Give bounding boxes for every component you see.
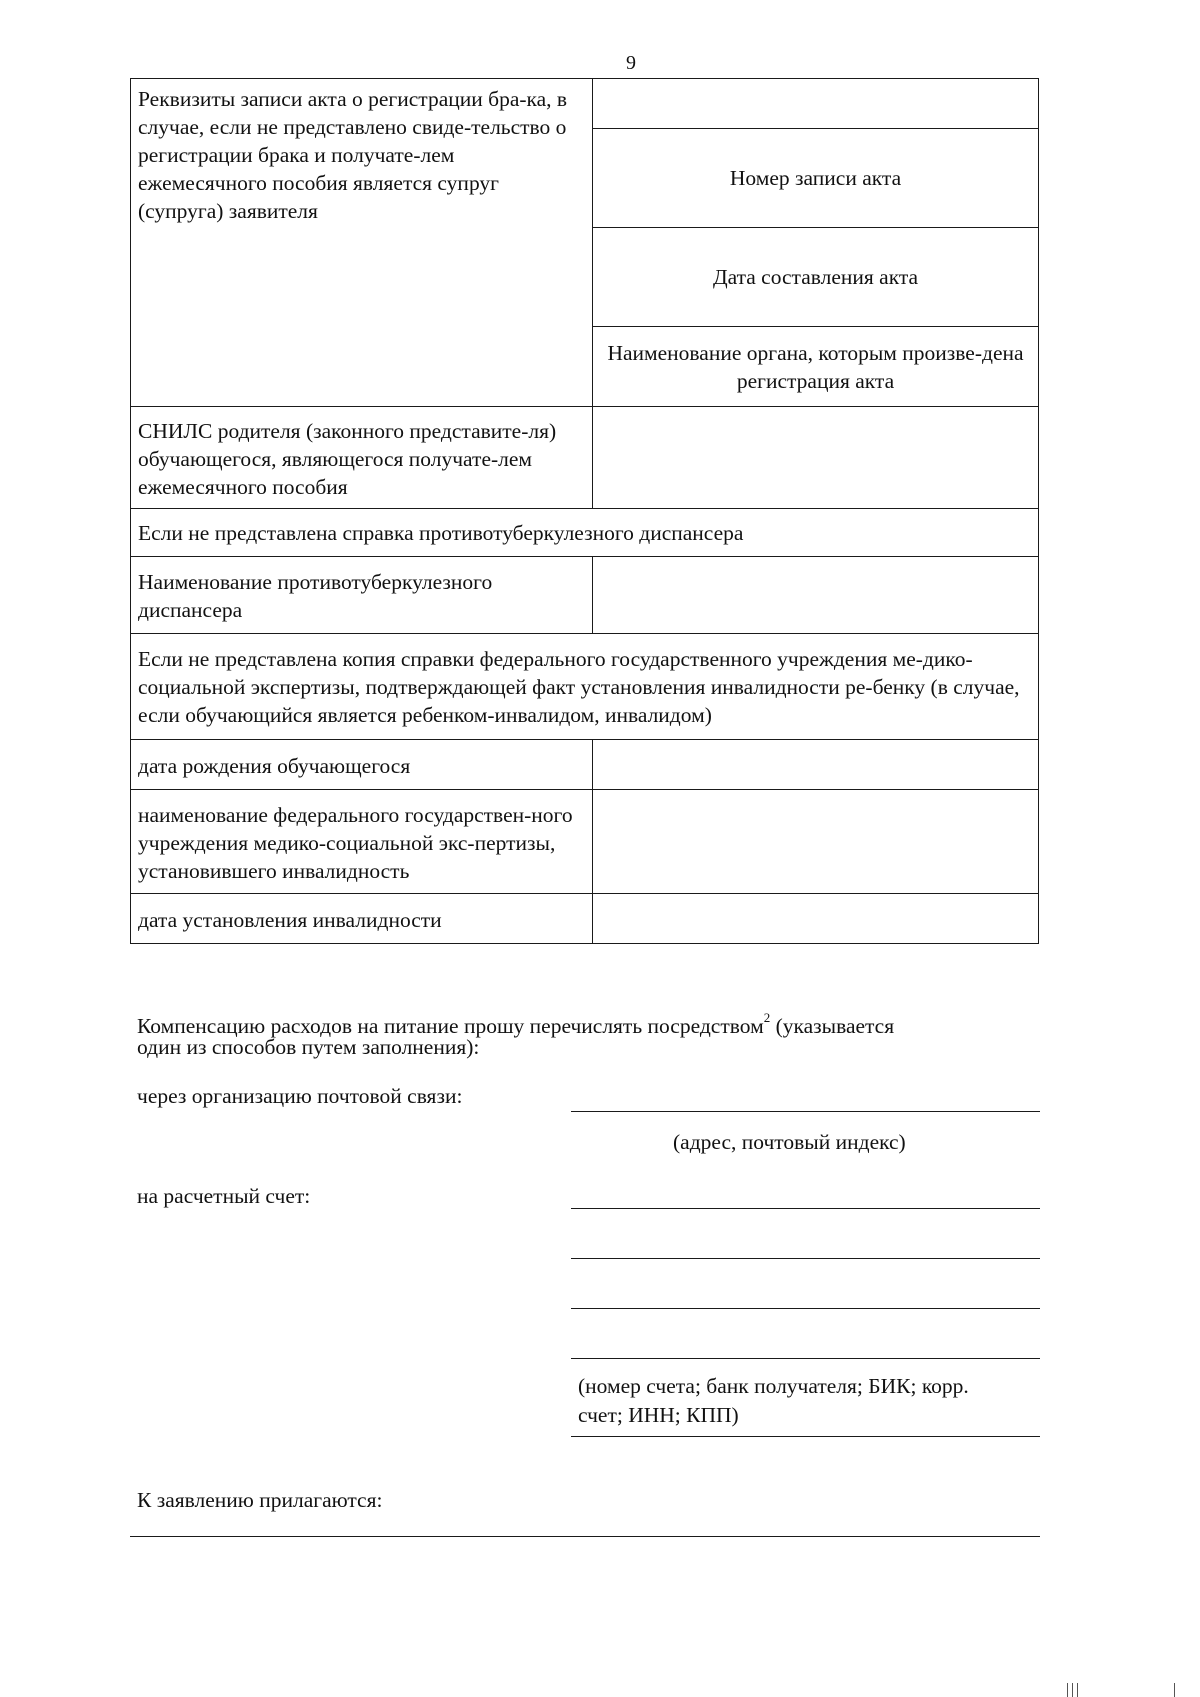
disability-date-cell[interactable] (593, 894, 1039, 944)
account-line-1[interactable] (571, 1208, 1040, 1209)
payment-intro-line2: один из способов путем заполнения): (137, 1035, 480, 1059)
account-line-4[interactable] (571, 1358, 1040, 1359)
scan-mark (1067, 1683, 1068, 1697)
disability-heading: Если не представлена копия справки федерального государственного учреждения ме-дико-социальной экспертизы, подтверждающей факт установления инвалидности ре-бенку (в случае, если обучающийся является ребенком-инвалидом, инвалидом) (131, 634, 1039, 740)
registry-office-cell[interactable]: Наименование органа, которым произве-дена регистрация акта (593, 327, 1039, 407)
expertise-institution-label: наименование федерального государствен-ного учреждения медико-социальной экс-пертизы, установившего инвалидность (131, 790, 593, 894)
tb-dispensary-heading: Если не представлена справка противотуберкулезного диспансера (131, 509, 1039, 557)
scan-mark (1174, 1683, 1175, 1697)
attachments-line[interactable] (130, 1536, 1040, 1537)
page-number: 9 (626, 52, 636, 74)
payment-intro-text: Компенсацию расходов на питание прошу перечислять посредством (137, 1014, 764, 1038)
footnote-marker: 2 (763, 1010, 771, 1025)
student-birth-date-cell[interactable] (593, 740, 1039, 790)
account-line-2[interactable] (571, 1258, 1040, 1259)
scan-mark (1072, 1683, 1073, 1697)
snils-value-cell[interactable] (593, 407, 1039, 509)
account-hint-line2: счет; ИНН; КПП) (578, 1403, 739, 1427)
record-date-cell[interactable]: Дата составления акта (593, 228, 1039, 327)
marriage-record-label: Реквизиты записи акта о регистрации бра-ка, в случае, если не представлено свиде-тельство о регистрации брака и получате-лем ежемесячного пособия является супруг (супруга) заявителя (131, 79, 593, 407)
scan-mark (1077, 1683, 1078, 1697)
postal-label: через организацию почтовой связи: (137, 1084, 463, 1108)
attachments-label: К заявлению прилагаются: (137, 1488, 383, 1512)
account-hint-line1: (номер счета; банк получателя; БИК; корр. (578, 1374, 969, 1398)
postal-address-line[interactable] (571, 1111, 1040, 1112)
account-line-3[interactable] (571, 1308, 1040, 1309)
marriage-record-top-cell[interactable] (593, 79, 1039, 129)
account-hint-underline (571, 1436, 1040, 1437)
application-form-table (130, 78, 1039, 944)
disability-date-label: дата установления инвалидности (131, 894, 593, 944)
account-label: на расчетный счет: (137, 1184, 311, 1208)
snils-label: СНИЛС родителя (законного представите-ля) обучающегося, являющегося получате-лем ежемесячного пособия (131, 407, 593, 509)
expertise-institution-cell[interactable] (593, 790, 1039, 894)
payment-intro-tail: (указывается (770, 1014, 895, 1038)
tb-dispensary-name-label: Наименование противотуберкулезного диспансера (131, 557, 593, 634)
record-number-cell[interactable]: Номер записи акта (593, 129, 1039, 228)
student-birth-date-label: дата рождения обучающегося (131, 740, 593, 790)
tb-dispensary-name-cell[interactable] (593, 557, 1039, 634)
postal-hint: (адрес, почтовый индекс) (673, 1130, 906, 1154)
